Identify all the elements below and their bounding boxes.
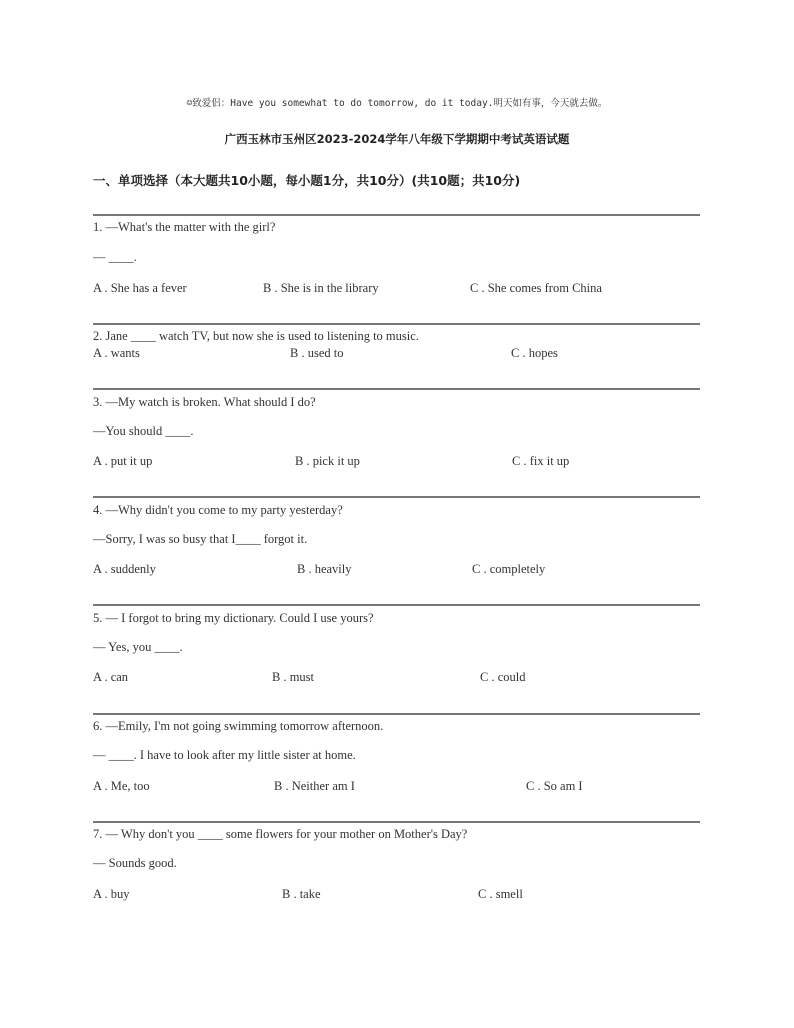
question-6-reply: — ____. I have to look after my little sister at home.	[93, 748, 356, 762]
question-6-option-a[interactable]: A . Me, too	[93, 779, 150, 793]
question-divider	[93, 821, 700, 823]
question-4-option-c[interactable]: C . completely	[472, 562, 546, 576]
question-1-option-a[interactable]: A . She has a fever	[93, 281, 187, 295]
question-5-reply: — Yes, you ____.	[93, 640, 183, 654]
question-7-option-c[interactable]: C . smell	[478, 887, 523, 901]
question-5-option-a[interactable]: A . can	[93, 670, 129, 684]
question-divider	[93, 323, 700, 325]
question-2-option-a[interactable]: A . wants	[93, 346, 140, 360]
question-1-stem: 1. —What's the matter with the girl?	[93, 220, 276, 234]
question-1-option-c[interactable]: C . She comes from China	[470, 281, 602, 295]
question-2-stem: 2. Jane ____ watch TV, but now she is used to listening to music.	[93, 329, 419, 343]
question-7-stem: 7. — Why don't you ____ some flowers for your mother on Mother's Day?	[93, 827, 468, 841]
question-divider	[93, 496, 700, 498]
question-divider	[93, 713, 700, 715]
question-5-stem: 5. — I forgot to bring my dictionary. Could I use yours?	[93, 611, 374, 625]
question-7-option-a[interactable]: A . buy	[93, 887, 130, 901]
question-6-stem: 6. —Emily, I'm not going swimming tomorrow afternoon.	[93, 719, 384, 733]
question-3-option-a[interactable]: A . put it up	[93, 454, 153, 468]
question-4-option-a[interactable]: A . suddenly	[93, 562, 156, 576]
section-heading: 一、单项选择（本大题共10小题，每小题1分，共10分）(共10题；共10分)	[93, 173, 521, 188]
question-3-option-c[interactable]: C . fix it up	[512, 454, 570, 468]
motto-line: ☺致爱侣：Have you somewhat to do tomorrow, do it today.明天如有事，今天就去做。	[186, 98, 608, 109]
question-6-option-c[interactable]: C . So am I	[526, 779, 583, 793]
question-divider	[93, 214, 700, 216]
question-4-reply: —Sorry, I was so busy that I____ forgot it.	[93, 532, 308, 546]
question-7-option-b[interactable]: B . take	[282, 887, 321, 901]
question-5-option-c[interactable]: C . could	[480, 670, 526, 684]
question-divider	[93, 604, 700, 606]
question-3-reply: —You should ____.	[93, 424, 194, 438]
question-3-option-b[interactable]: B . pick it up	[295, 454, 360, 468]
question-1-option-b[interactable]: B . She is in the library	[263, 281, 379, 295]
question-7-reply: — Sounds good.	[93, 856, 177, 870]
question-5-option-b[interactable]: B . must	[272, 670, 315, 684]
question-4-option-b[interactable]: B . heavily	[297, 562, 352, 576]
exam-title: 广西玉林市玉州区2023-2024学年八年级下学期期中考试英语试题	[224, 132, 570, 146]
question-4-stem: 4. —Why didn't you come to my party yesterday?	[93, 503, 343, 517]
question-divider	[93, 388, 700, 390]
question-6-option-b[interactable]: B . Neither am I	[274, 779, 355, 793]
question-2-option-b[interactable]: B . used to	[290, 346, 344, 360]
question-1-reply: — ____.	[93, 250, 137, 264]
question-3-stem: 3. —My watch is broken. What should I do?	[93, 395, 316, 409]
question-2-option-c[interactable]: C . hopes	[511, 346, 558, 360]
